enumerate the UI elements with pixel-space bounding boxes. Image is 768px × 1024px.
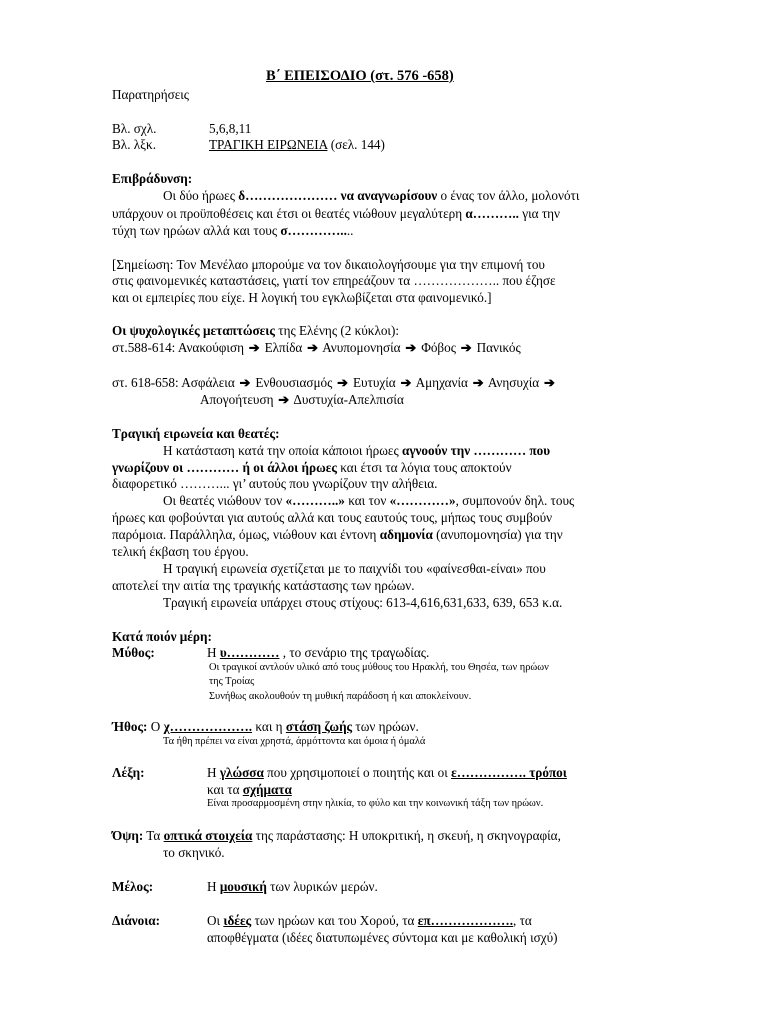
irony-p2-line-1: Οι θεατές νιώθουν τον «………..» και τον «…………», συμπονούν δηλ. τους	[163, 493, 575, 508]
right-arrow-icon: ➔	[460, 340, 472, 355]
psych-cycle-2-continued: Απογοήτευση ➔ Δυστυχία-Απελπισία	[200, 392, 404, 407]
mythos-sub-1: Οι τραγικοί αντλούν υλικό από τους μύθους του Ηρακλή, του Θησέα, των ηρώων	[209, 662, 549, 673]
melos-text: Η μουσική των λυρικών μερών.	[207, 879, 378, 894]
lexicon-ref-value: ΤΡΑΓΙΚΗ ΕΙΡΩΝΕΙΑ (σελ. 144)	[209, 137, 385, 152]
scholia-ref-value: 5,6,8,11	[209, 121, 252, 136]
irony-p4: Τραγική ειρωνεία υπάρχει στους στίχους: 613-4,616,631,633, 639, 653 κ.α.	[163, 595, 563, 610]
psych-cycle-1: στ.588-614: Ανακούφιση ➔ Ελπίδα ➔ Ανυπομονησία ➔ Φόβος ➔ Πανικός	[112, 340, 521, 355]
slowdown-line-2: υπάρχουν οι προϋποθέσεις και έτσι οι θεατές νιώθουν μεγαλύτερη α……….. για την	[112, 206, 560, 221]
irony-p1-line-3: διαφορετικό ………... γι’ αυτούς που γνωρίζουν την αλήθεια.	[112, 476, 438, 491]
irony-p1-line-2: γνωρίζουν οι ………… ή οι άλλοι ήρωες και έτσι τα λόγια τους αποκτούν	[112, 460, 512, 475]
scholia-ref-label: Βλ. σχλ.	[112, 121, 157, 136]
right-arrow-icon: ➔	[405, 340, 417, 355]
psych-cycle-2: στ. 618-658: Ασφάλεια ➔ Ενθουσιασμός ➔ Ευτυχία ➔ Αμηχανία ➔ Ανησυχία ➔	[112, 375, 556, 390]
notes-label: Παρατηρήσεις	[112, 87, 190, 102]
right-arrow-icon: ➔	[400, 375, 412, 390]
mythos-sub-2: της Τροίας	[209, 676, 255, 687]
irony-p2-line-4: τελική έκβαση του έργου.	[112, 544, 249, 559]
irony-p1-line-1: Η κατάσταση κατά την οποία κάποιοι ήρωες αγνοούν την ………… που	[163, 443, 551, 458]
note-line-1: [Σημείωση: Τον Μενέλαο μπορούμε να τον δικαιολογήσουμε για την επιμονή του	[112, 257, 545, 272]
ithos-sub: Τα ήθη πρέπει να είναι χρηστά, άρμόττοντα και όμοια ή όμαλά	[163, 736, 426, 747]
irony-p2-line-2: ήρωες και φοβούνται για αυτούς αλλά και τους εαυτούς τους, μήπως τους συμβούν	[112, 510, 553, 525]
right-arrow-icon: ➔	[472, 375, 484, 390]
mythos-sub-3: Συνήθως ακολουθούν τη μυθική παράδοση ή και αποκλείνουν.	[209, 691, 472, 702]
ithos-line: Ήθος: Ο χ………………. και η στάση ζωής των ηρώων.	[112, 719, 419, 734]
dianoia-line-1: Οι ιδέες των ηρώων και του Χορού, τα επ………………., τα	[207, 913, 532, 928]
slowdown-line-1: Οι δύο ήρωες δ………………… να αναγνωρίσουν ο ένας τον άλλο, μολονότι	[163, 188, 580, 203]
dianoia-line-2: αποφθέγματα (ιδέες διατυπωμένες σύντομα και με καθολική ισχύ)	[207, 930, 558, 945]
opsi-line-1: Όψη: Τα οπτικά στοιχεία της παράστασης: Η υποκριτική, η σκευή, η σκηνογραφία,	[112, 828, 561, 843]
parts-heading: Κατά ποιόν μέρη:	[112, 629, 212, 644]
dianoia-label: Διάνοια:	[112, 913, 161, 928]
right-arrow-icon: ➔	[278, 392, 290, 407]
page-title: Β΄ ΕΠΕΙΣΟΔΙΟ (στ. 576 -658)	[266, 68, 454, 84]
psych-heading: Οι ψυχολογικές μεταπτώσεις της Ελένης (2 κύκλοι):	[112, 323, 400, 338]
lexi-label: Λέξη:	[112, 765, 145, 780]
right-arrow-icon: ➔	[543, 375, 556, 390]
opsi-line-2: το σκηνικό.	[163, 845, 225, 860]
irony-p2-line-3: παρόμοια. Παράλληλα, όμως, νιώθουν και έντονη αδημονία (ανυπομονησία) για την	[112, 527, 563, 542]
melos-label: Μέλος:	[112, 879, 154, 894]
lexi-line-1: Η γλώσσα που χρησιμοποιεί ο ποιητής και οι ε……………. τρόποι	[207, 765, 567, 780]
irony-p3-line-1: Η τραγική ειρωνεία σχετίζεται με το παιχνίδι του «φαίνεσθαι-είναι» που	[163, 561, 546, 576]
right-arrow-icon: ➔	[337, 375, 349, 390]
note-line-2: στις φαινομενικές καταστάσεις, γιατί τον επηρεάζουν τα ……………….. που έζησε	[112, 273, 556, 288]
slowdown-heading: Επιβράδυνση:	[112, 171, 193, 186]
lexi-line-2: και τα σχήματα	[207, 782, 292, 797]
note-line-3: και οι εμπειρίες που είχε. Η λογική του εγκλωβίζεται στα φαινομενικό.]	[112, 290, 492, 305]
right-arrow-icon: ➔	[239, 375, 251, 390]
slowdown-line-3: τύχη των ηρώων αλλά και τους σ…………....	[112, 223, 354, 238]
lexicon-ref-label: Βλ. λξκ.	[112, 137, 156, 152]
mythos-text: Η υ………… , το σενάριο της τραγωδίας.	[207, 645, 430, 660]
irony-heading: Τραγική ειρωνεία και θεατές:	[112, 426, 280, 441]
right-arrow-icon: ➔	[307, 340, 319, 355]
irony-p3-line-2: αποτελεί την αιτία της τραγικής κατάστασης των ηρώων.	[112, 578, 415, 593]
lexi-sub: Είναι προσαρμοσμένη στην ηλικία, το φύλο και την κοινωνική τάξη των ηρώων.	[207, 798, 544, 809]
mythos-label: Μύθος:	[112, 645, 155, 660]
right-arrow-icon: ➔	[248, 340, 260, 355]
